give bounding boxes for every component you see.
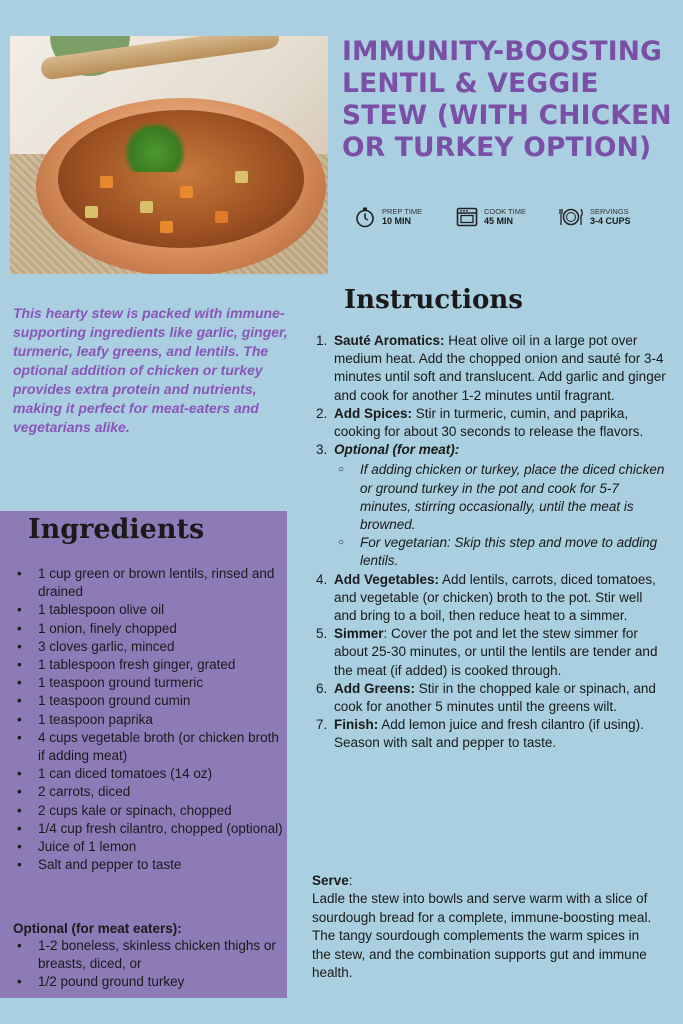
servings-label: SERVINGS bbox=[590, 207, 629, 216]
step-text: Add lemon juice and fresh cilantro (if using). Season with salt and pepper to taste. bbox=[334, 717, 644, 751]
potato-piece bbox=[85, 206, 98, 218]
step-text: Stir in the chopped kale or spinach, and cook for another 5 minutes until the greens wilt. bbox=[334, 680, 656, 715]
substep-item: ○ If adding chicken or turkey, place the diced chicken or ground turkey in the pot and cook for 5-7 minutes, stirring occasionally, until the meat is browned. bbox=[334, 461, 666, 534]
step-text: Stir in turmeric, cumin, and paprika, cooking for about 30 seconds to release the flavors. bbox=[334, 405, 644, 440]
step-number: 4. bbox=[316, 571, 328, 587]
serve-colon: : bbox=[348, 873, 353, 888]
servings-value: 3-4 CUPS bbox=[590, 216, 631, 226]
ingredient-item: • 2 carrots, diced bbox=[17, 783, 285, 801]
ingredient-item: • Juice of 1 lemon bbox=[17, 838, 285, 856]
step-lead: Sauté Aromatics: bbox=[334, 333, 445, 348]
serve-text: Ladle the stew into bowls and serve warm with a slice of sourdough bread for a complete, immune-boosting meal. The tangy sourdough complements the warm spices in the stew, and the combination supports gut and immune health. bbox=[312, 891, 652, 981]
step-lead: Add Greens: bbox=[334, 680, 416, 696]
instruction-step bbox=[316, 405, 666, 441]
ingredient-item: • Salt and pepper to taste bbox=[17, 856, 285, 874]
step-lead: Add Vegetables: bbox=[334, 571, 440, 587]
optional-substeps bbox=[334, 461, 666, 570]
serve-lead: Serve bbox=[312, 873, 349, 888]
ingredient-item: • 1 teaspoon paprika bbox=[17, 711, 285, 729]
ingredient-item: • 1 can diced tomatoes (14 oz) bbox=[17, 765, 285, 783]
stew-photo bbox=[10, 36, 328, 274]
potato-piece bbox=[140, 201, 153, 213]
ingredient-item: • 4 cups vegetable broth (or chicken broth if adding meat) bbox=[17, 729, 285, 765]
prep-time-label: PREP TIME bbox=[382, 207, 423, 216]
step-number: 1. bbox=[316, 333, 328, 348]
ingredients-list bbox=[17, 565, 285, 874]
step-text: Heat olive oil in a large pot over medium heat. Add the chopped onion and sauté for 3-4 minutes until soft and translucent. Add garlic and ginger and cook for another 1-2 minutes until fragrant. bbox=[334, 333, 666, 403]
cook-time bbox=[456, 206, 526, 228]
oven-icon bbox=[456, 206, 478, 228]
instruction-step bbox=[316, 716, 666, 752]
optional-ingredients-list bbox=[17, 937, 285, 992]
instructions-list bbox=[316, 332, 666, 753]
cook-time-label: COOK TIME bbox=[484, 207, 526, 216]
step-number: 3. bbox=[316, 442, 328, 458]
prep-time-value: 10 MIN bbox=[382, 216, 412, 226]
optional-ingredient-item: • 1/2 pound ground turkey bbox=[17, 973, 285, 991]
carrot-piece bbox=[215, 211, 228, 223]
ingredients-heading: Ingredients bbox=[28, 514, 205, 545]
potato-piece bbox=[235, 171, 248, 183]
step-lead: Finish: bbox=[334, 717, 379, 733]
step-lead: Simmer bbox=[334, 626, 384, 642]
instructions-heading: Instructions bbox=[344, 285, 523, 315]
step-number: 6. bbox=[316, 680, 328, 696]
instruction-step bbox=[316, 332, 666, 405]
carrot-piece bbox=[180, 186, 193, 198]
optional-meat-heading: Optional (for meat eaters): bbox=[13, 921, 182, 936]
ingredient-item: • 1 cup green or brown lentils, rinsed and drained bbox=[17, 565, 285, 601]
instruction-step bbox=[316, 571, 666, 626]
carrot-piece bbox=[100, 176, 113, 188]
servings bbox=[558, 206, 631, 228]
ingredient-item: • 2 cups kale or spinach, chopped bbox=[17, 802, 285, 820]
ingredient-item: • 1 teaspoon ground cumin bbox=[17, 692, 285, 710]
step-text: : Cover the pot and let the stew simmer for about 25-30 minutes, or until the lentils are tender and the meat (if added) is cooked through. bbox=[334, 626, 658, 678]
ingredient-item: • 1 teaspoon ground turmeric bbox=[17, 674, 285, 692]
ingredient-item: • 1 tablespoon olive oil bbox=[17, 601, 285, 619]
step-number: 5. bbox=[316, 626, 328, 642]
optional-ingredient-item: • 1-2 boneless, skinless chicken thighs or breasts, diced, or bbox=[17, 937, 285, 973]
step-text: Add lentils, carrots, diced tomatoes, and vegetable (or chicken) broth to the pot. Stir well and bring to a boil, then reduce heat to a simmer. bbox=[334, 571, 656, 624]
parsley-garnish bbox=[120, 124, 190, 172]
step-number: 2. bbox=[316, 405, 328, 421]
stopwatch-icon bbox=[354, 206, 376, 228]
ingredient-item: • 1 onion, finely chopped bbox=[17, 620, 285, 638]
recipe-title: IMMUNITY-BOOSTING LENTIL & VEGGIE STEW (WITH CHICKEN OR TURKEY OPTION) bbox=[342, 36, 672, 163]
carrot-piece bbox=[160, 221, 173, 233]
step-number: 7. bbox=[316, 717, 328, 733]
substep-item: ○ For vegetarian: Skip this step and move to adding lentils. bbox=[334, 534, 666, 570]
prep-time bbox=[354, 206, 422, 228]
instruction-step bbox=[316, 441, 666, 570]
plate-cutlery-icon bbox=[558, 206, 584, 228]
ingredient-item: • 1 tablespoon fresh ginger, grated bbox=[17, 656, 285, 674]
instruction-step bbox=[316, 625, 666, 680]
ingredient-item: • 3 cloves garlic, minced bbox=[17, 638, 285, 656]
step-lead: Add Spices: bbox=[334, 405, 413, 421]
ingredient-item: • 1/4 cup fresh cilantro, chopped (optional) bbox=[17, 820, 285, 838]
step-lead: Optional (for meat): bbox=[334, 442, 460, 458]
serve-heading bbox=[312, 872, 353, 890]
instruction-step bbox=[316, 680, 666, 716]
cook-time-value: 45 MIN bbox=[484, 216, 514, 226]
recipe-intro: This hearty stew is packed with immune-supporting ingredients like garlic, ginger, turmeric, leafy greens, and lentils. The optional addition of chicken or turkey provides extra protein and nutrients, making it perfect for meat-eaters and vegetarians alike. bbox=[13, 305, 288, 435]
